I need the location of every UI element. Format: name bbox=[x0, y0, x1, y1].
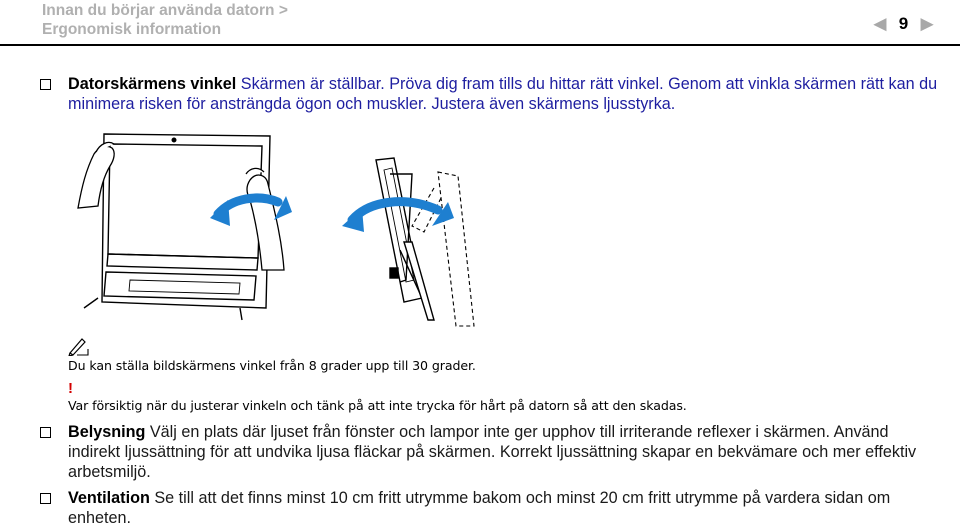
section-text: Välj en plats där ljuset från fönster och lampor inte ger upphov till irriterande reflexer i skärmen. Använd indirekt ljussättning för att undvika ljusa fläckar på skärmen. Korrekt ljussättning skapar en bekvämare och mer effektiv arbetsmiljö. bbox=[68, 423, 917, 481]
breadcrumb bbox=[42, 1, 288, 39]
section-screen-angle bbox=[68, 74, 938, 114]
checkbox-bullet-icon bbox=[40, 76, 56, 92]
previous-page-icon[interactable]: ◄ bbox=[868, 11, 891, 36]
monitor-tilted-outline bbox=[412, 172, 474, 326]
breadcrumb-line-1[interactable]: Innan du börjar använda datorn > bbox=[42, 2, 288, 19]
checkbox-bullet-icon bbox=[40, 490, 56, 506]
monitor-side-view bbox=[376, 158, 434, 320]
section-text: Skärmen är ställbar. Pröva dig fram tills du hittar rätt vinkel. Genom att vinkla skärmen rätt kan du minimera risken för ansträngda ögon och muskler. Justera även skärmens ljusstyrka. bbox=[68, 75, 938, 113]
section-text: Se till att det finns minst 10 cm fritt utrymme bakom och minst 20 cm fritt utrymme på vardera sidan om enheten. bbox=[68, 489, 891, 527]
exclamation-icon: ! bbox=[68, 380, 73, 397]
section-title: Datorskärmens vinkel bbox=[68, 75, 237, 93]
breadcrumb-line-2[interactable]: Ergonomisk information bbox=[42, 21, 222, 38]
page-navigation bbox=[868, 11, 938, 36]
section-title: Belysning bbox=[68, 423, 146, 441]
page-header bbox=[0, 0, 960, 46]
screen-angle-illustration bbox=[70, 130, 490, 330]
header-divider bbox=[0, 44, 960, 46]
section-ventilation bbox=[68, 488, 938, 528]
pencil-note-icon bbox=[68, 336, 90, 356]
checkbox-bullet-icon bbox=[40, 424, 56, 440]
next-page-icon[interactable]: ► bbox=[916, 11, 938, 36]
section-title: Ventilation bbox=[68, 489, 150, 507]
note-text: Du kan ställa bildskärmens vinkel från 8 grader upp till 30 grader. bbox=[68, 358, 476, 373]
page-number: 9 bbox=[898, 14, 909, 33]
warning-text: Var försiktig när du justerar vinkeln och tänk på att inte trycka för hårt på datorn så att den skadas. bbox=[68, 398, 687, 413]
section-lighting bbox=[68, 422, 938, 482]
